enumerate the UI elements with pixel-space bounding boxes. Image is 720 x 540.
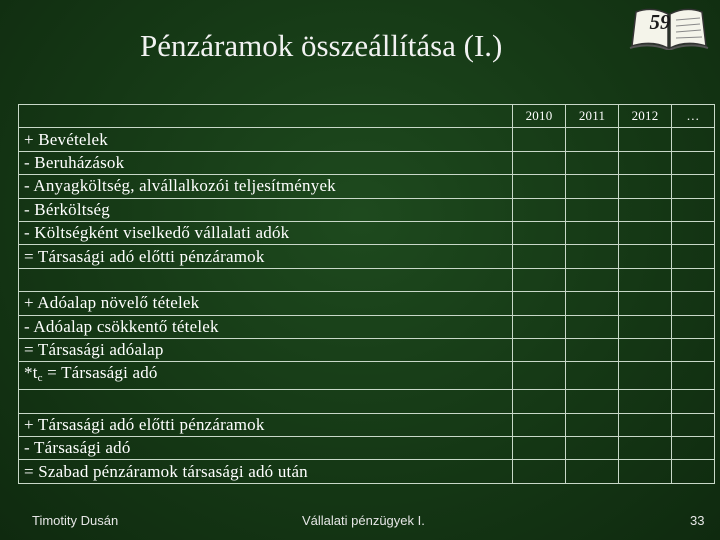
row-label: = Szabad pénzáramok társasági adó után xyxy=(19,460,513,483)
row-label: - Társasági adó xyxy=(19,437,513,460)
row-label: = Társasági adó előtti pénzáramok xyxy=(19,245,513,268)
table-row xyxy=(19,460,715,483)
table-row xyxy=(19,413,715,436)
row-label: + Társasági adó előtti pénzáramok xyxy=(19,413,513,436)
table-row xyxy=(19,315,715,338)
cashflow-table xyxy=(18,104,715,484)
spacer-row xyxy=(19,268,715,291)
table-row xyxy=(19,128,715,151)
row-label: + Adóalap növelő tételek xyxy=(19,292,513,315)
row-label: - Bérköltség xyxy=(19,198,513,221)
row-label: - Beruházások xyxy=(19,151,513,174)
table-row xyxy=(19,198,715,221)
footer-author: Timotity Dusán xyxy=(32,513,119,528)
table-row xyxy=(19,245,715,268)
table-row xyxy=(19,362,715,390)
table-row xyxy=(19,338,715,361)
header-label-cell xyxy=(19,105,513,128)
table-row xyxy=(19,175,715,198)
column-header: 2011 xyxy=(566,105,619,128)
row-label: = Társasági adóalap xyxy=(19,338,513,361)
slide-title: Pénzáramok összeállítása (I.) xyxy=(140,28,503,63)
column-header: 2010 xyxy=(513,105,566,128)
row-label: - Anyagköltség, alvállalkozói teljesítmények xyxy=(19,175,513,198)
footer-page-number: 33 xyxy=(690,513,705,528)
column-header: … xyxy=(672,105,715,128)
footer-course: Vállalati pénzügyek I. xyxy=(302,513,425,528)
spacer-row xyxy=(19,390,715,413)
row-label: + Bevételek xyxy=(19,128,513,151)
table-row xyxy=(19,437,715,460)
column-header: 2012 xyxy=(619,105,672,128)
row-label: - Adóalap csökkentő tételek xyxy=(19,315,513,338)
table-row xyxy=(19,292,715,315)
table-header-row xyxy=(19,105,715,128)
page-badge: 59 xyxy=(649,10,671,34)
table-row xyxy=(19,151,715,174)
row-label: - Költségként viselkedő vállalati adók xyxy=(19,221,513,244)
table-row xyxy=(19,221,715,244)
tax-row-label: $*t_c$ = Társasági adó xyxy=(19,362,513,390)
